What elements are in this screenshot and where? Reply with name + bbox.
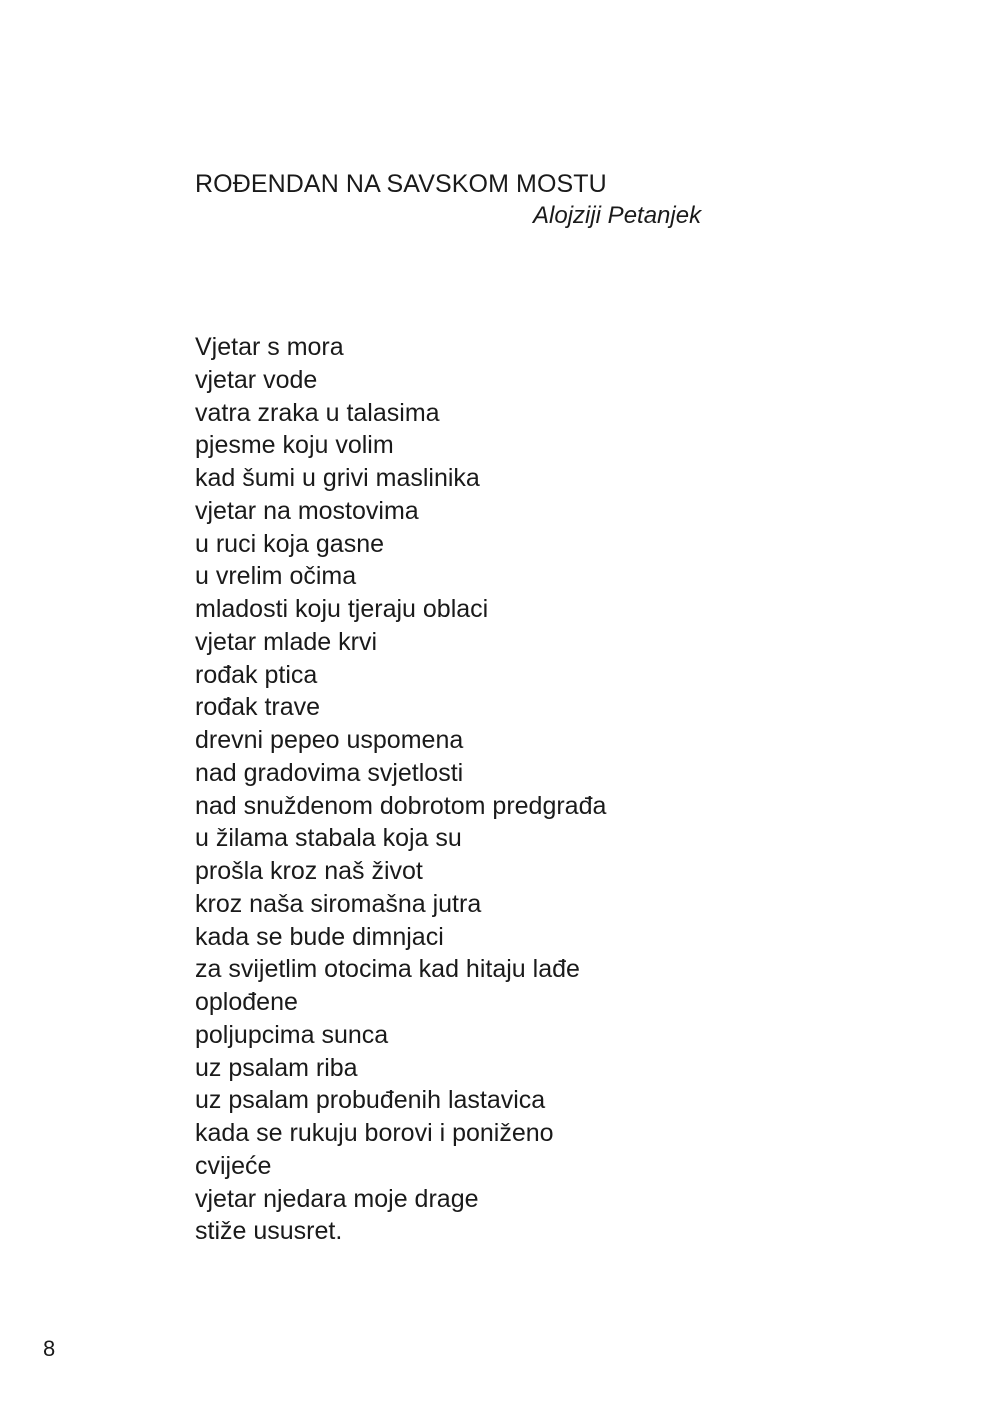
poem-line: rođak ptica: [195, 660, 318, 689]
poem-line: kada se rukuju borovi i poniženo: [195, 1119, 554, 1147]
poem-line: vjetar na mostovima: [195, 496, 419, 525]
poem-line: kada se bude dimnjaci: [195, 922, 444, 951]
poem-line: u vrelim očima: [195, 562, 357, 591]
poem-line: pjesme koju volim: [195, 431, 394, 460]
poem-line: kad šumi u grivi maslinika: [195, 464, 480, 492]
poem-line: uz psalam probuđenih lastavica: [195, 1086, 546, 1115]
page-number: 8: [43, 1336, 56, 1361]
poem-line: rođak trave: [195, 693, 321, 722]
poem-line: vatra zraka u talasima: [195, 398, 440, 427]
poem-line: u ruci koja gasne: [195, 529, 385, 558]
poem-line: u žilama stabala koja su: [195, 824, 462, 853]
poem-body: [195, 331, 606, 1248]
poem-line: oplođene: [195, 988, 298, 1016]
poem-line: mladosti koju tjeraju oblaci: [195, 595, 489, 623]
poem-line: vjetar njedara moje drage: [195, 1184, 479, 1213]
poem-line: Vjetar s mora: [195, 333, 344, 361]
poem-line: vjetar mlade krvi: [195, 627, 377, 656]
poem-dedication: Alojziji Petanjek: [533, 202, 702, 229]
poem-line: vjetar vode: [195, 365, 318, 394]
poem-line: stiže ususret.: [195, 1217, 343, 1246]
poem-line: cvijeće: [195, 1151, 272, 1180]
poem-title: ROĐENDAN NA SAVSKOM MOSTU: [195, 170, 607, 198]
poem-line: nad snuždenom dobrotom predgrađa: [195, 791, 607, 820]
poem-line: drevni pepeo uspomena: [195, 726, 464, 754]
poem-line: prošla kroz naš život: [195, 857, 423, 885]
poem-line: za svijetlim otocima kad hitaju lađe: [195, 955, 580, 984]
poem-line: uz psalam riba: [195, 1053, 358, 1082]
poem-line: poljupcima sunca: [195, 1020, 389, 1049]
poem-line: nad gradovima svjetlosti: [195, 758, 464, 787]
poem-line: kroz naša siromašna jutra: [195, 889, 482, 918]
